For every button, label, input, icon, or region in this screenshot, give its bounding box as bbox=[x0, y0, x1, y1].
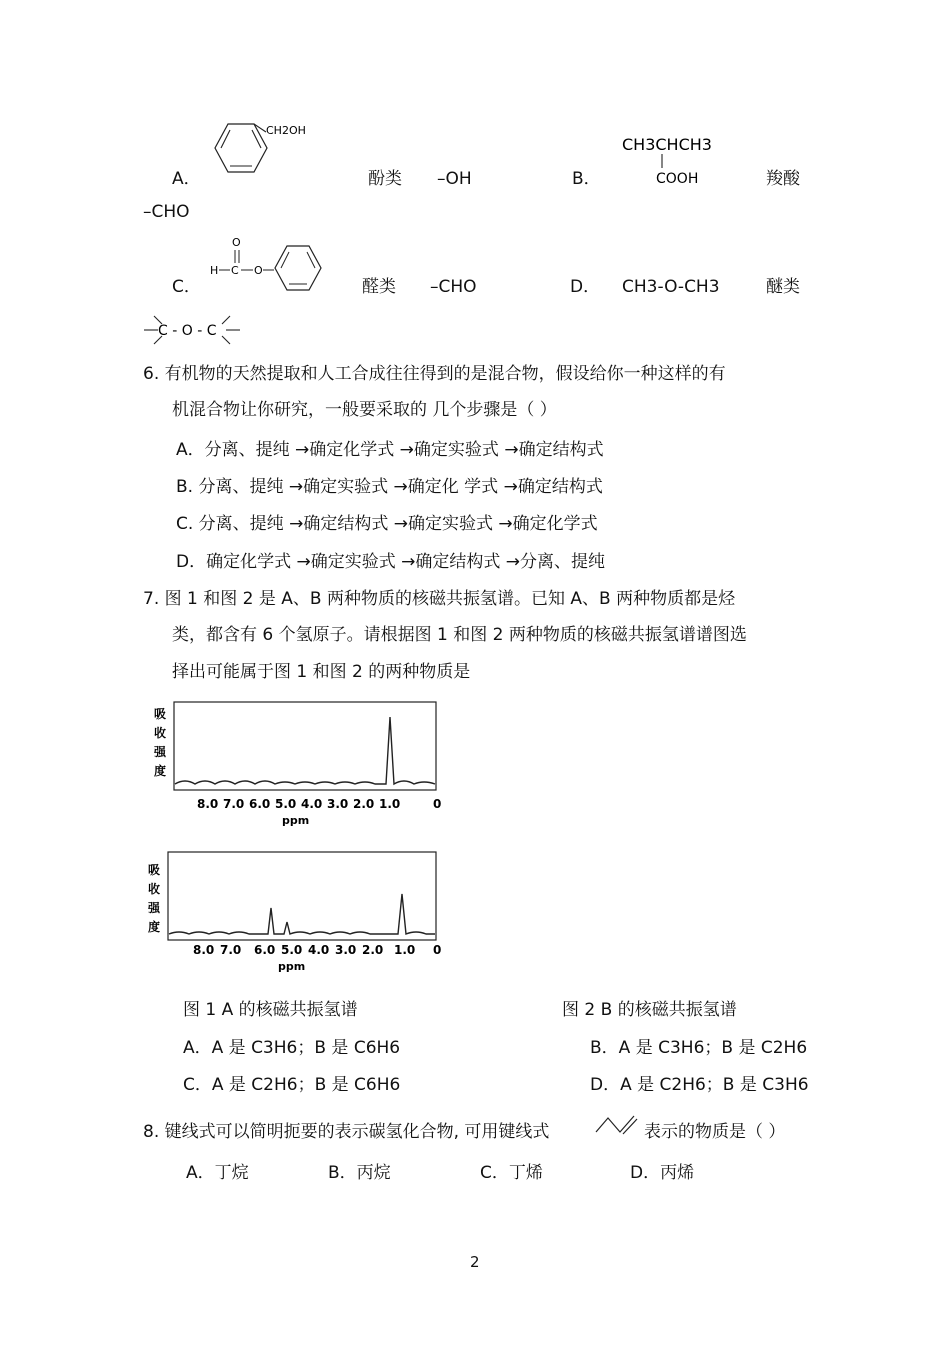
phenyl-formate-c: C bbox=[231, 264, 239, 277]
fig2-tick-8: 8.0 bbox=[193, 943, 215, 957]
q5-option-c-label: C． bbox=[172, 277, 201, 297]
fig1-tick-0: 0 bbox=[433, 797, 442, 811]
fig2-xunit: ppm bbox=[278, 960, 306, 973]
fig2-tick-0: 0 bbox=[433, 943, 442, 957]
nmr-spectrum-figure-1 bbox=[140, 700, 450, 832]
fig1-caption: 图 1 A 的核磁共振氢谱 bbox=[183, 1000, 358, 1020]
phenyl-formate-carbonyl-o: O bbox=[232, 236, 241, 249]
q5-option-c-class: 醛类 bbox=[362, 277, 396, 297]
q7-stem-line2: 类，都含有 6 个氢原子。请根据图 1 和图 2 两种物质的核磁共振氢谱谱图选 bbox=[172, 625, 747, 645]
butene-bond-line-structure bbox=[594, 1112, 640, 1138]
q7-stem-line1: 7. 图 1 和图 2 是 A、B 两种物质的核磁共振氢谱。已知 A、B 两种物质都是烃 bbox=[143, 589, 736, 609]
q7-stem-line3: 择出可能属于图 1 和图 2 的两种物质是 bbox=[172, 662, 471, 682]
ether-group-text: C - O - C bbox=[158, 323, 217, 339]
fig2-tick-4: 4.0 bbox=[308, 943, 330, 957]
fig1-tick-7: 7.0 bbox=[223, 797, 245, 811]
fig2-tick-1: 1.0 bbox=[394, 943, 416, 957]
isobutyric-acid-structure bbox=[618, 130, 728, 190]
q6-option-b: B. 分离、提纯 →确定实验式 →确定化 学式 →确定结构式 bbox=[176, 477, 603, 497]
q5-option-d-label: D． bbox=[570, 277, 601, 297]
fig1-tick-3: 3.0 bbox=[327, 797, 349, 811]
q5-option-a-label: A． bbox=[172, 169, 201, 189]
fig2-ylabel-char-3: 强 bbox=[148, 901, 161, 915]
q6-option-d: D．确定化学式 →确定实验式 →确定结构式 →分离、提纯 bbox=[176, 552, 606, 572]
q5-option-d-formula: CH3-O-CH3 bbox=[622, 277, 720, 297]
q8-option-b: B．丙烷 bbox=[328, 1163, 391, 1183]
phenyl-formate-h: H bbox=[210, 264, 219, 277]
phenyl-formate-ester-o: O bbox=[254, 264, 263, 277]
ether-group-structure bbox=[140, 308, 244, 352]
fig2-ylabel-char-2: 收 bbox=[148, 882, 161, 896]
q8-stem-post: 表示的物质是（ ） bbox=[644, 1122, 786, 1142]
fig1-tick-4: 4.0 bbox=[301, 797, 323, 811]
q7-option-c: C．A 是 C2H6；B 是 C6H6 bbox=[183, 1075, 401, 1095]
q8-option-a: A．丁烷 bbox=[186, 1163, 249, 1183]
fig2-ylabel-char-1: 吸 bbox=[148, 863, 161, 877]
fig1-tick-8: 8.0 bbox=[197, 797, 219, 811]
q7-option-a: A．A 是 C3H6；B 是 C6H6 bbox=[183, 1038, 401, 1058]
fig1-ylabel-char-1: 吸 bbox=[154, 707, 167, 721]
phenyl-formate-structure bbox=[208, 234, 338, 298]
fig2-tick-3: 3.0 bbox=[335, 943, 357, 957]
benzyl-alcohol-substituent: CH2OH bbox=[266, 124, 306, 137]
q5-option-a-group: –OH bbox=[437, 169, 472, 189]
fig1-ylabel-char-2: 收 bbox=[154, 726, 167, 740]
fig2-tick-6: 6.0 bbox=[254, 943, 276, 957]
fig2-tick-7: 7.0 bbox=[220, 943, 242, 957]
isobutyric-acid-top: CH3CHCH3 bbox=[622, 135, 712, 154]
fig2-ylabel-char-4: 度 bbox=[148, 920, 161, 934]
q5-option-b-class: 羧酸 bbox=[766, 169, 800, 189]
q6-stem-line2: 机混合物让你研究，一般要采取的 几个步骤是（ ） bbox=[172, 400, 557, 420]
q8-option-d: D．丙烯 bbox=[630, 1163, 695, 1183]
q8-option-c: C．丁烯 bbox=[480, 1163, 543, 1183]
fig1-tick-6: 6.0 bbox=[249, 797, 271, 811]
fig1-tick-5: 5.0 bbox=[275, 797, 297, 811]
q6-option-c: C. 分离、提纯 →确定结构式 →确定实验式 →确定化学式 bbox=[176, 514, 598, 534]
q6-option-a: A．分离、提纯 →确定化学式 →确定实验式 →确定结构式 bbox=[176, 440, 604, 460]
fig1-tick-2: 2.0 bbox=[353, 797, 375, 811]
fig2-tick-5: 5.0 bbox=[281, 943, 303, 957]
nmr-spectrum-figure-2 bbox=[140, 850, 450, 982]
benzyl-alcohol-structure bbox=[206, 118, 326, 188]
fig1-ylabel-char-4: 度 bbox=[154, 764, 167, 778]
fig2-tick-2: 2.0 bbox=[362, 943, 384, 957]
q8-stem-pre: 8. 键线式可以简明扼要的表示碳氢化合物, 可用键线式 bbox=[143, 1122, 550, 1142]
q5-option-a-class: 酚类 bbox=[368, 169, 402, 189]
isobutyric-acid-bottom: COOH bbox=[656, 171, 699, 187]
fig1-xunit: ppm bbox=[282, 814, 310, 827]
q5-option-d-class: 醚类 bbox=[766, 277, 800, 297]
q5-option-b-group: –CHO bbox=[143, 202, 190, 222]
q6-stem-line1: 6. 有机物的天然提取和人工合成往往得到的是混合物，假设给你一种这样的有 bbox=[143, 364, 726, 384]
page-number: 2 bbox=[470, 1253, 480, 1271]
fig1-tick-1: 1.0 bbox=[379, 797, 401, 811]
q7-option-d: D．A 是 C2H6；B 是 C3H6 bbox=[590, 1075, 809, 1095]
fig2-caption: 图 2 B 的核磁共振氢谱 bbox=[562, 1000, 737, 1020]
q7-option-b: B．A 是 C3H6；B 是 C2H6 bbox=[590, 1038, 808, 1058]
fig1-ylabel-char-3: 强 bbox=[154, 745, 167, 759]
q5-option-b-label: B． bbox=[572, 169, 601, 189]
q5-option-c-group: –CHO bbox=[430, 277, 477, 297]
